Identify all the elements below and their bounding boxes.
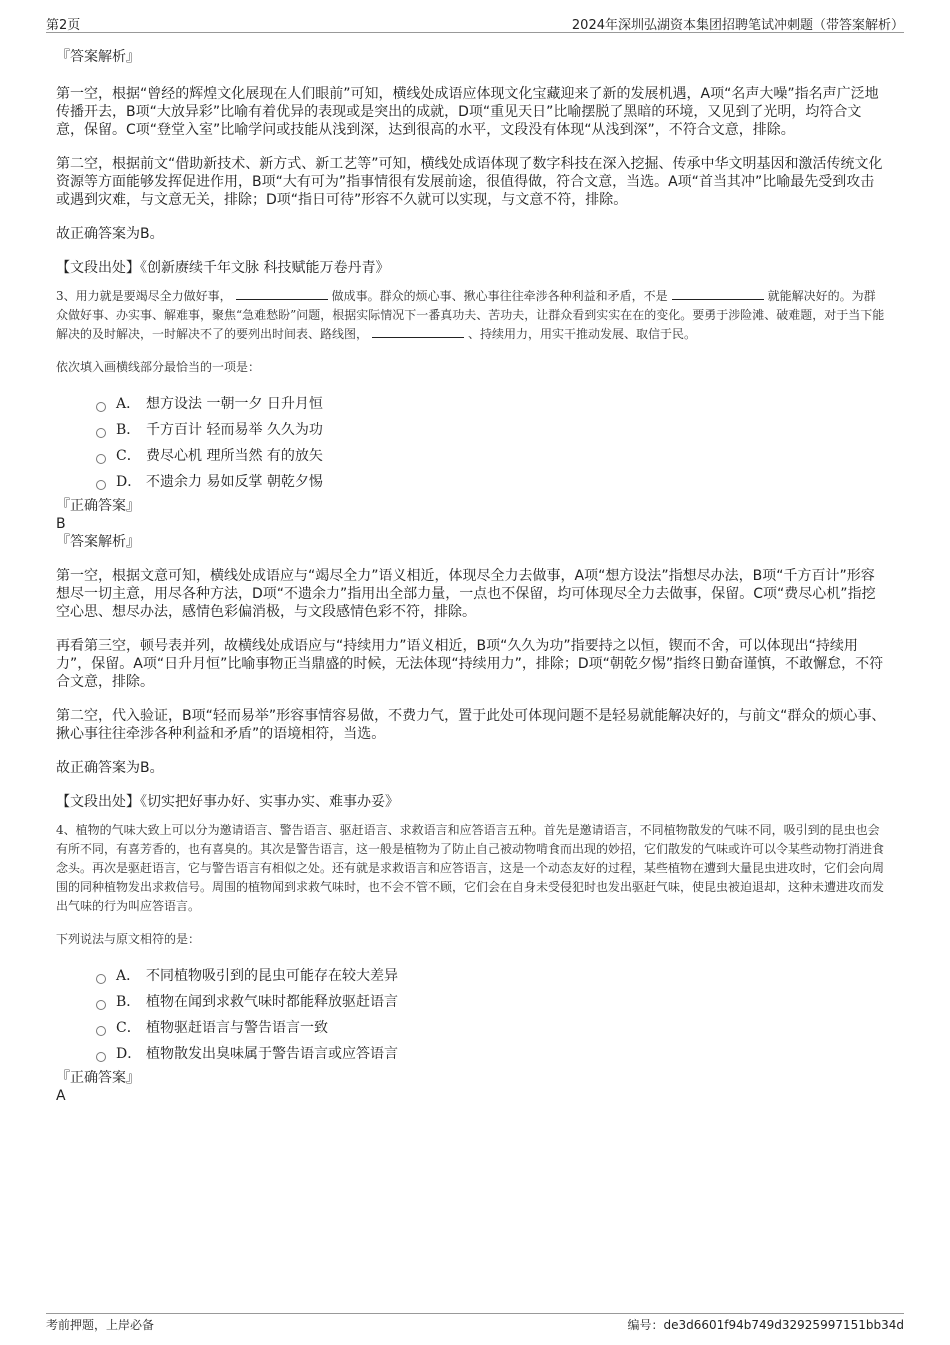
analysis-label: 『答案解析』 <box>56 534 140 550</box>
question-prompt: 下列说法与原文相符的是： <box>56 932 201 946</box>
document-body <box>56 44 886 1105</box>
question-3-text: 3、用力就是要竭尽全力做好事， 做成事。群众的烦心事、揪心事往往牵涉各种利益和矛盾，不是 就能解决好的。为群众做好事、办实事、解难事，聚焦“急难愁盼”问题，根据实际情况下一番真功夫、苦功夫，让群众看到实实在在的变化。要勇于涉险滩、破难题，对于当下能解决的及时解决，一时解决不了的要列出时间表、路线图， 、持续用力，用实干推动发展、取信于民。 <box>56 289 885 341</box>
footer-slogan: 考前押题，上岸必备 <box>46 1318 155 1332</box>
radio-icon[interactable] <box>96 454 106 464</box>
correct-answer: A <box>56 1088 66 1104</box>
radio-icon[interactable] <box>96 480 106 490</box>
radio-icon[interactable] <box>96 428 106 438</box>
analysis-label: 『答案解析』 <box>56 49 140 65</box>
question-prompt: 依次填入画横线部分最恰当的一项是： <box>56 360 261 374</box>
radio-icon[interactable] <box>96 1052 106 1062</box>
page-footer <box>46 1313 904 1332</box>
radio-icon[interactable] <box>96 974 106 984</box>
fill-blank <box>236 287 328 300</box>
source-citation: 【文段出处】《切实把好事办好、实事办实、难事办妥》 <box>56 794 399 810</box>
option-c[interactable]: C． 费尽心机 理所当然 有的放矢 <box>56 443 886 469</box>
page-header <box>46 14 904 33</box>
analysis-paragraph: 第一空，根据“曾经的辉煌文化展现在人们眼前”可知，横线处成语应体现文化宝藏迎来了新的发展机遇，A项“名声大噪”指名声广泛地传播开去，B项“大放异彩”比喻有着优异的表现或是突出的成就，D项“重见天日”比喻摆脱了黑暗的环境，又见到了光明，均符合文意，保留。C项“登堂入室”比喻学问或技能从浅到深，达到很高的水平，文段没有体现“从浅到深”，不符合文意，排除。 <box>56 86 879 138</box>
page-number: 第2页 <box>46 18 81 33</box>
radio-icon[interactable] <box>96 1026 106 1036</box>
source-citation: 【文段出处】《创新赓续千年文脉 科技赋能万卷丹青》 <box>56 260 390 276</box>
analysis-paragraph: 第二空，代入验证，B项“轻而易举”形容事情容易做，不费力气，置于此处可体现问题不是轻易就能解决好的，与前文“群众的烦心事、揪心事往往牵涉各种利益和矛盾”的语境相符，当选。 <box>56 708 886 742</box>
option-d[interactable]: D． 植物散发出臭味属于警告语言或应答语言 <box>56 1041 886 1067</box>
answer-conclusion: 故正确答案为B。 <box>56 760 164 776</box>
option-a[interactable]: A． 不同植物吸引到的昆虫可能存在较大差异 <box>56 963 886 989</box>
question-4-text: 4、植物的气味大致上可以分为邀请语言、警告语言、驱赶语言、求救语言和应答语言五种。首先是邀请语言，不同植物散发的气味不同，吸引到的昆虫也会有所不同，有喜芳香的，也有喜臭的。其次是警告语言，这一般是植物为了防止自己被动物啃食而出现的妙招，它们散发的气味或许可以令某些动物打消进食念头。再次是驱赶语言，它与警告语言有相似之处。还有就是求救语言和应答语言，这是一个动态友好的过程，某些植物在遭到大量昆虫进攻时，它们会向周围的同种植物发出求救信号。周围的植物闻到求救气味时，也不会不管不顾，它们会在自身未受侵犯时也发出驱赶气味，使昆虫被迫退却，这种未遭进攻而发出气味的行为叫应答语言。 <box>56 823 885 913</box>
correct-answer-label: 『正确答案』 <box>56 1070 140 1086</box>
option-a[interactable]: A． 想方设法 一朝一夕 日升月恒 <box>56 391 886 417</box>
fill-blank <box>372 325 464 338</box>
radio-icon[interactable] <box>96 402 106 412</box>
option-d[interactable]: D． 不遗余力 易如反掌 朝乾夕惕 <box>56 469 886 495</box>
options-list <box>56 391 886 495</box>
options-list <box>56 963 886 1067</box>
fill-blank <box>672 287 764 300</box>
option-b[interactable]: B． 千方百计 轻而易举 久久为功 <box>56 417 886 443</box>
radio-icon[interactable] <box>96 1000 106 1010</box>
document-title: 2024年深圳弘湖资本集团招聘笔试冲刺题（带答案解析） <box>571 18 904 33</box>
document-id: 编号：de3d6601f94b749d32925997151bb34d <box>627 1318 904 1332</box>
analysis-paragraph: 再看第三空，顿号表并列，故横线处成语应与“持续用力”语义相近，B项“久久为功”指要持之以恒，锲而不舍，可以体现出“持续用力”，保留。A项“日升月恒”比喻事物正当鼎盛的时候，无法体现“持续用力”，排除；D项“朝乾夕惕”指终日勤奋谨慎，不敢懈怠，不符合文意，排除。 <box>56 638 884 690</box>
option-c[interactable]: C． 植物驱赶语言与警告语言一致 <box>56 1015 886 1041</box>
analysis-paragraph: 第二空，根据前文“借助新技术、新方式、新工艺等”可知，横线处成语体现了数字科技在深入挖掘、传承中华文明基因和激活传统文化资源等方面能够发挥促进作用，B项“大有可为”指事情很有发展前途，很值得做，符合文意，当选。A项“首当其冲”比喻最先受到攻击或遇到灾难，与文意无关，排除；D项“指日可待”形容不久就可以实现，与文意不符，排除。 <box>56 156 883 208</box>
option-b[interactable]: B． 植物在闻到求救气味时都能释放驱赶语言 <box>56 989 886 1015</box>
correct-answer-label: 『正确答案』 <box>56 498 140 514</box>
analysis-paragraph: 第一空，根据文意可知，横线处成语应与“竭尽全力”语义相近，体现尽全力去做事，A项“想方设法”指想尽办法，B项“千方百计”形容想尽一切主意，用尽各种方法，D项“不遗余力”指用出全部力量，一点也不保留，均可体现尽全力去做事，保留。C项“费尽心机”指挖空心思、想尽办法，感情色彩偏消极，与文段感情色彩不符，排除。 <box>56 568 876 620</box>
answer-conclusion: 故正确答案为B。 <box>56 226 164 242</box>
correct-answer: B <box>56 516 66 532</box>
